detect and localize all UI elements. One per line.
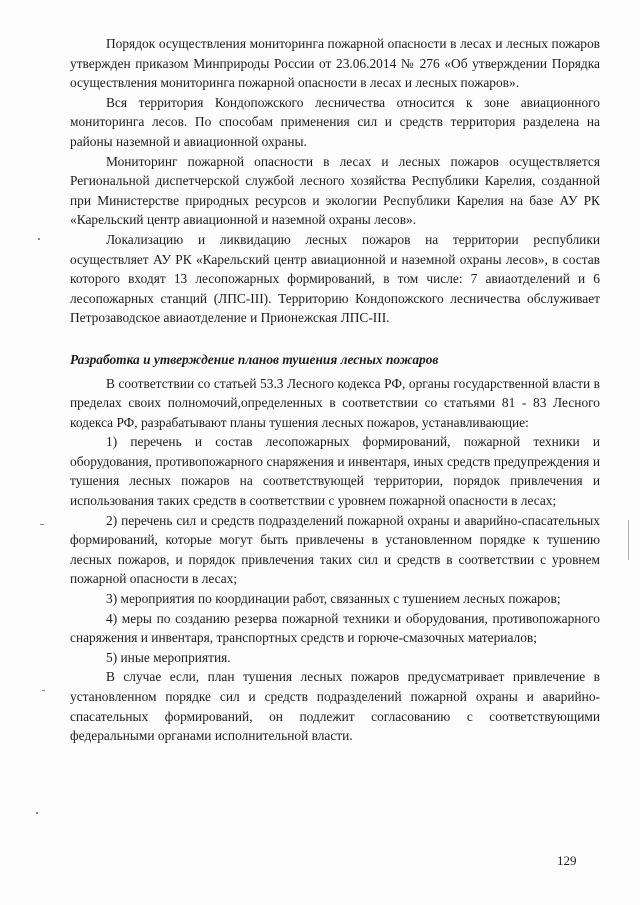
scan-mark — [628, 520, 629, 560]
list-item-3: 3) мероприятия по координации работ, связанных с тушением лесных пожаров; — [106, 591, 561, 607]
page-number: 129 — [557, 853, 577, 868]
paragraph-coordination: В случае если, план тушения лесных пожаров предусматривает привлечение в установленном порядке сил и средств подразделений пожарной охраны и аварийно-спасательных формирований, он подлежит согласованию с соответствующими федеральными органами исполнительной власти. — [70, 669, 600, 744]
paragraph-localization: Локализацию и ликвидацию лесных пожаров на территории республики осуществляет АУ РК «Карельский центр авиационной и наземной охраны лесов», в состав которого входят 13 лесопожарных формирований, в том числе: 7 авиаотделений и 6 лесопожарных станций (ЛПС-III). Территорию Кондопожского лесничества обслуживает Петрозаводское авиаотделение и Прионежская ЛПС-III. — [70, 231, 600, 326]
scan-mark — [42, 690, 45, 691]
spacer — [70, 328, 600, 342]
list-item-2: 2) перечень сил и средств подразделений пожарной охраны и аварийно-спасательных формирований, которые могут быть привлечены в установленном порядке к тушению лесных пожаров, и порядок привлечения таких сил и средств в соответствии с уровнем пожарной опасности в лесах; — [70, 512, 600, 587]
list-item-5: 5) иные мероприятия. — [106, 649, 231, 665]
document-body — [70, 34, 600, 746]
paragraph-monitoring-order: Порядок осуществления мониторинга пожарной опасности в лесах и лесных пожаров утвержден приказом Минприроды России от 23.06.2014 № 276 «Об утверждении Порядка осуществления мониторинга пожарной опасности в лесах и лесных пожаров». — [70, 36, 600, 91]
scan-mark — [36, 812, 38, 814]
section-title: Разработка и утверждение планов тушения лесных пожаров — [70, 351, 439, 367]
list-item-4: 4) меры по созданию резерва пожарной техники и оборудования, противопожарного снаряжения и инвентаря, транспортных средств и горюче-смазочных материалов; — [70, 610, 600, 646]
scan-mark — [40, 524, 44, 525]
paragraph-territory: Вся территория Кондопожского лесничества относится к зоне авиационного мониторинга лесов. По способам применения сил и средств территория разделена на районы наземной и авиационной охраны. — [70, 94, 600, 149]
paragraph-monitoring-service: Мониторинг пожарной опасности в лесах и лесных пожаров осуществляется Региональной диспетчерской службой лесного хозяйства Республики Карелия, созданной при Министерстве природных ресурсов и экологии Республики Карелия на базе АУ РК «Карельский центр авиационной и наземной охраны лесов». — [70, 153, 600, 228]
list-item-1: 1) перечень и состав лесопожарных формирований, пожарной техники и оборудования, противопожарного снаряжения и инвентаря, иных средств предупреждения и тушения лесных пожаров на соответствующей территории, порядок привлечения и использования таких средств в соответствии с уровнем пожарной опасности в лесах; — [70, 434, 600, 509]
paragraph-article-53: В соответствии со статьей 53.3 Лесного кодекса РФ, органы государственной власти в пределах своих полномочий,определенных в соответствии со статьями 81 - 83 Лесного кодекса РФ, разрабатывают планы тушения лесных пожаров, устанавливающие: — [70, 375, 600, 430]
scan-mark — [38, 238, 40, 240]
